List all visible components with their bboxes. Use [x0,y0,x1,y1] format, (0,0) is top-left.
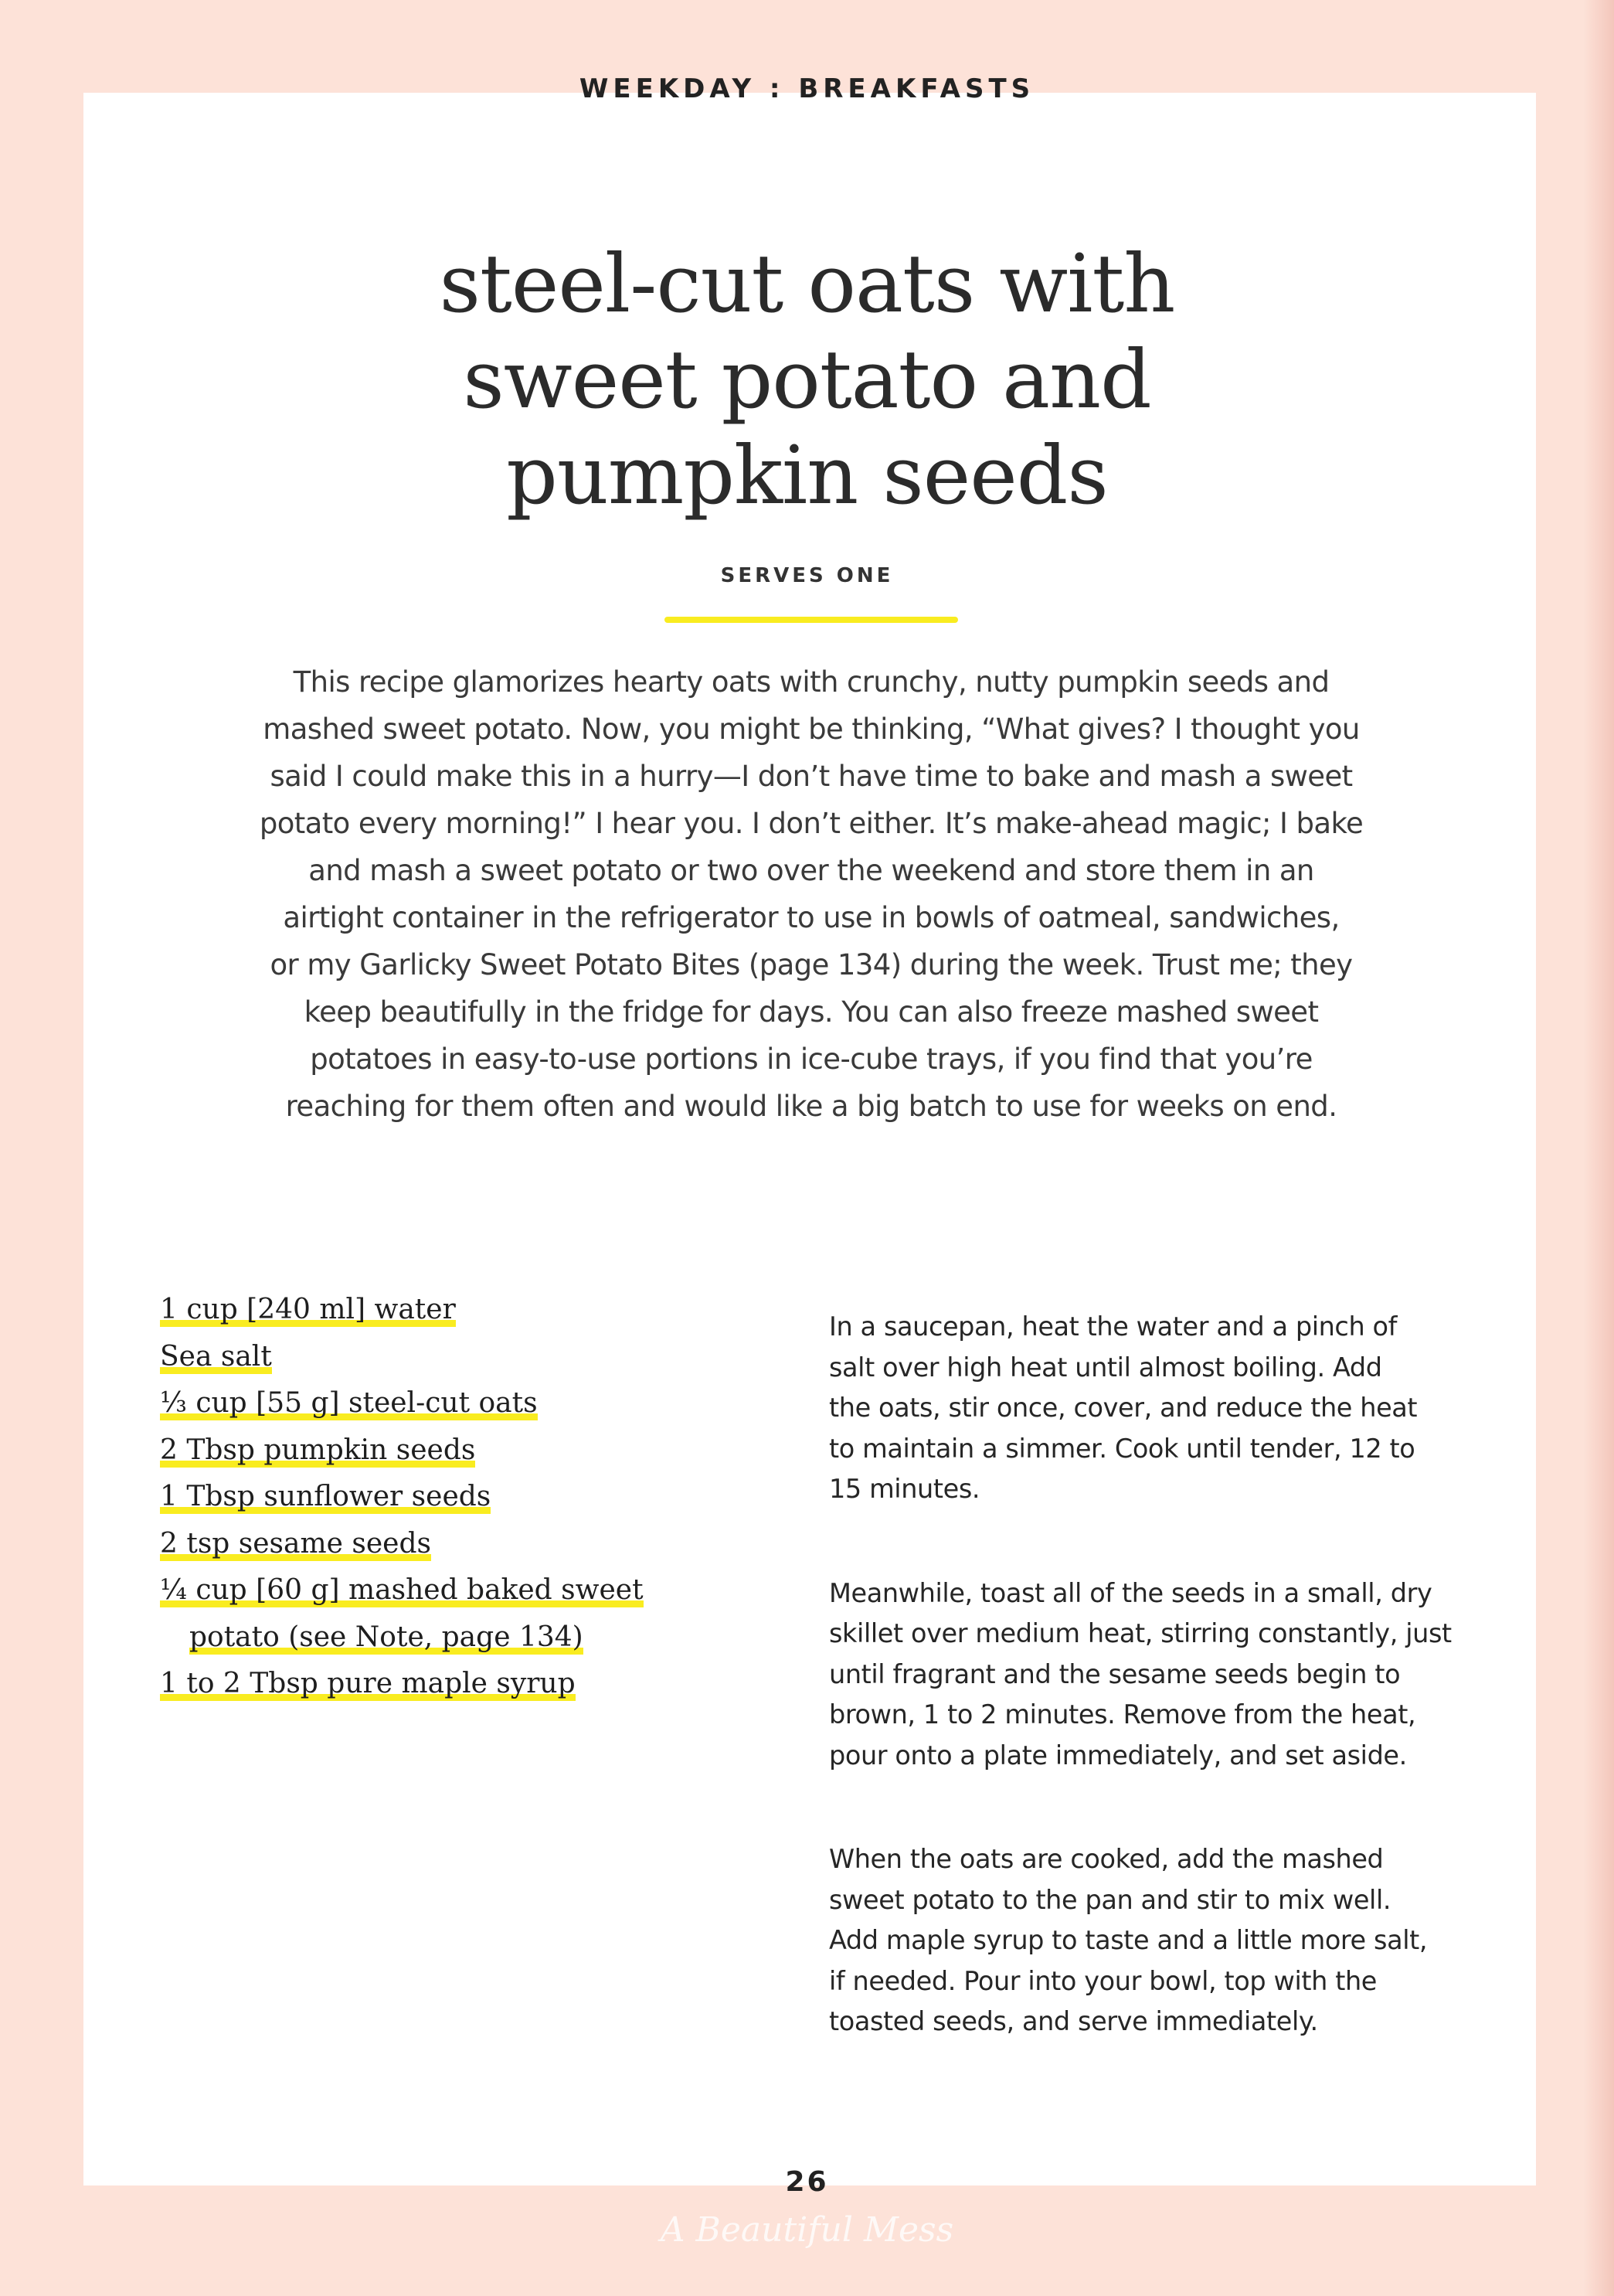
ingredient-item [160,1287,747,1334]
intro-line: potatoes in easy-to-use portions in ice-cube trays, if you find that you’re [310,1043,1313,1076]
intro-line: reaching for them often and would like a big batch to use for weeks on end. [285,1090,1337,1123]
intro-line: This recipe glamorizes hearty oats with crunchy, nutty pumpkin seeds and [293,665,1330,699]
method-steps [829,1287,1509,2063]
section-label: WEEKDAY : BREAKFASTS [579,73,1035,104]
intro-line: or my Garlicky Sweet Potato Bites (page 134) during the week. Trust me; they [270,948,1353,981]
intro-line: mashed sweet potato. Now, you might be thinking, “What gives? I thought you [263,713,1360,746]
method-line: When the oats are cooked, add the mashed [829,1844,1384,1874]
method-line: skillet over medium heat, stirring constantly, just [829,1618,1452,1648]
ingredient-text: ⅓ cup [55 g] steel-cut oats [160,1387,538,1419]
ingredient-item [160,1334,747,1381]
ingredient-item [160,1567,747,1614]
ingredient-text: 1 cup [240 ml] water [160,1294,456,1325]
recipe-intro [216,658,1406,1130]
page-number: 26 [785,2166,829,2198]
intro-line: said I could make this in a hurry—I don’t have time to bake and mash a sweet [270,760,1353,793]
method-line: brown, 1 to 2 minutes. Remove from the heat, [829,1699,1416,1730]
ingredient-text: Sea salt [160,1340,272,1372]
ingredient-item [160,1474,747,1521]
method-line: toasted seeds, and serve immediately. [829,2006,1318,2036]
ingredient-item [160,1380,747,1427]
ingredient-text: 2 Tbsp pumpkin seeds [160,1434,476,1466]
recipe-title [0,236,1614,523]
yellow-divider [664,617,958,623]
title-line: steel-cut oats with [439,236,1175,331]
ingredient-item [160,1661,747,1708]
method-line: salt over high heat until almost boiling. Add [829,1352,1382,1383]
method-line: if needed. Pour into your bowl, top with the [829,1965,1377,1996]
ingredient-text: ¼ cup [60 g] mashed baked sweet [160,1574,644,1606]
title-line: pumpkin seeds [506,428,1108,522]
serves-label: SERVES ONE [720,564,894,587]
title-line: sweet potato and [463,332,1151,427]
method-line: 15 minutes. [829,1474,980,1504]
ingredient-item [160,1521,747,1568]
ingredient-item [160,1427,747,1475]
intro-line: and mash a sweet potato or two over the weekend and store them in an [308,854,1314,887]
method-line: pour onto a plate immediately, and set aside. [829,1740,1407,1770]
method-line: to maintain a simmer. Cook until tender, 12 to [829,1433,1415,1464]
intro-line: potato every morning!” I hear you. I don’t either. It’s make-ahead magic; I bake [259,807,1364,840]
method-line: In a saucepan, heat the water and a pinch of [829,1311,1398,1342]
ingredient-list [160,1287,747,1708]
method-line: until fragrant and the sesame seeds begin to [829,1658,1401,1689]
method-line: sweet potato to the pan and stir to mix well. [829,1884,1391,1915]
brand-watermark: A Beautiful Mess [660,2210,954,2250]
ingredient-text: 1 to 2 Tbsp pure maple syrup [160,1668,576,1699]
method-line: the oats, stir once, cover, and reduce the heat [829,1393,1418,1423]
ingredient-text: potato (see Note, page 134) [189,1621,583,1653]
ingredient-item-continuation [160,1614,747,1662]
paragraph-gap [829,1530,1509,1553]
ingredient-text: 2 tsp sesame seeds [160,1527,431,1560]
paragraph-gap [829,1796,1509,1819]
method-line: Add maple syrup to taste and a little more salt, [829,1925,1428,1955]
method-line: Meanwhile, toast all of the seeds in a small, dry [829,1577,1432,1608]
intro-line: airtight container in the refrigerator to use in bowls of oatmeal, sandwiches, [283,901,1340,934]
ingredient-text: 1 Tbsp sunflower seeds [160,1481,491,1512]
intro-line: keep beautifully in the fridge for days. You can also freeze mashed sweet [304,995,1319,1029]
